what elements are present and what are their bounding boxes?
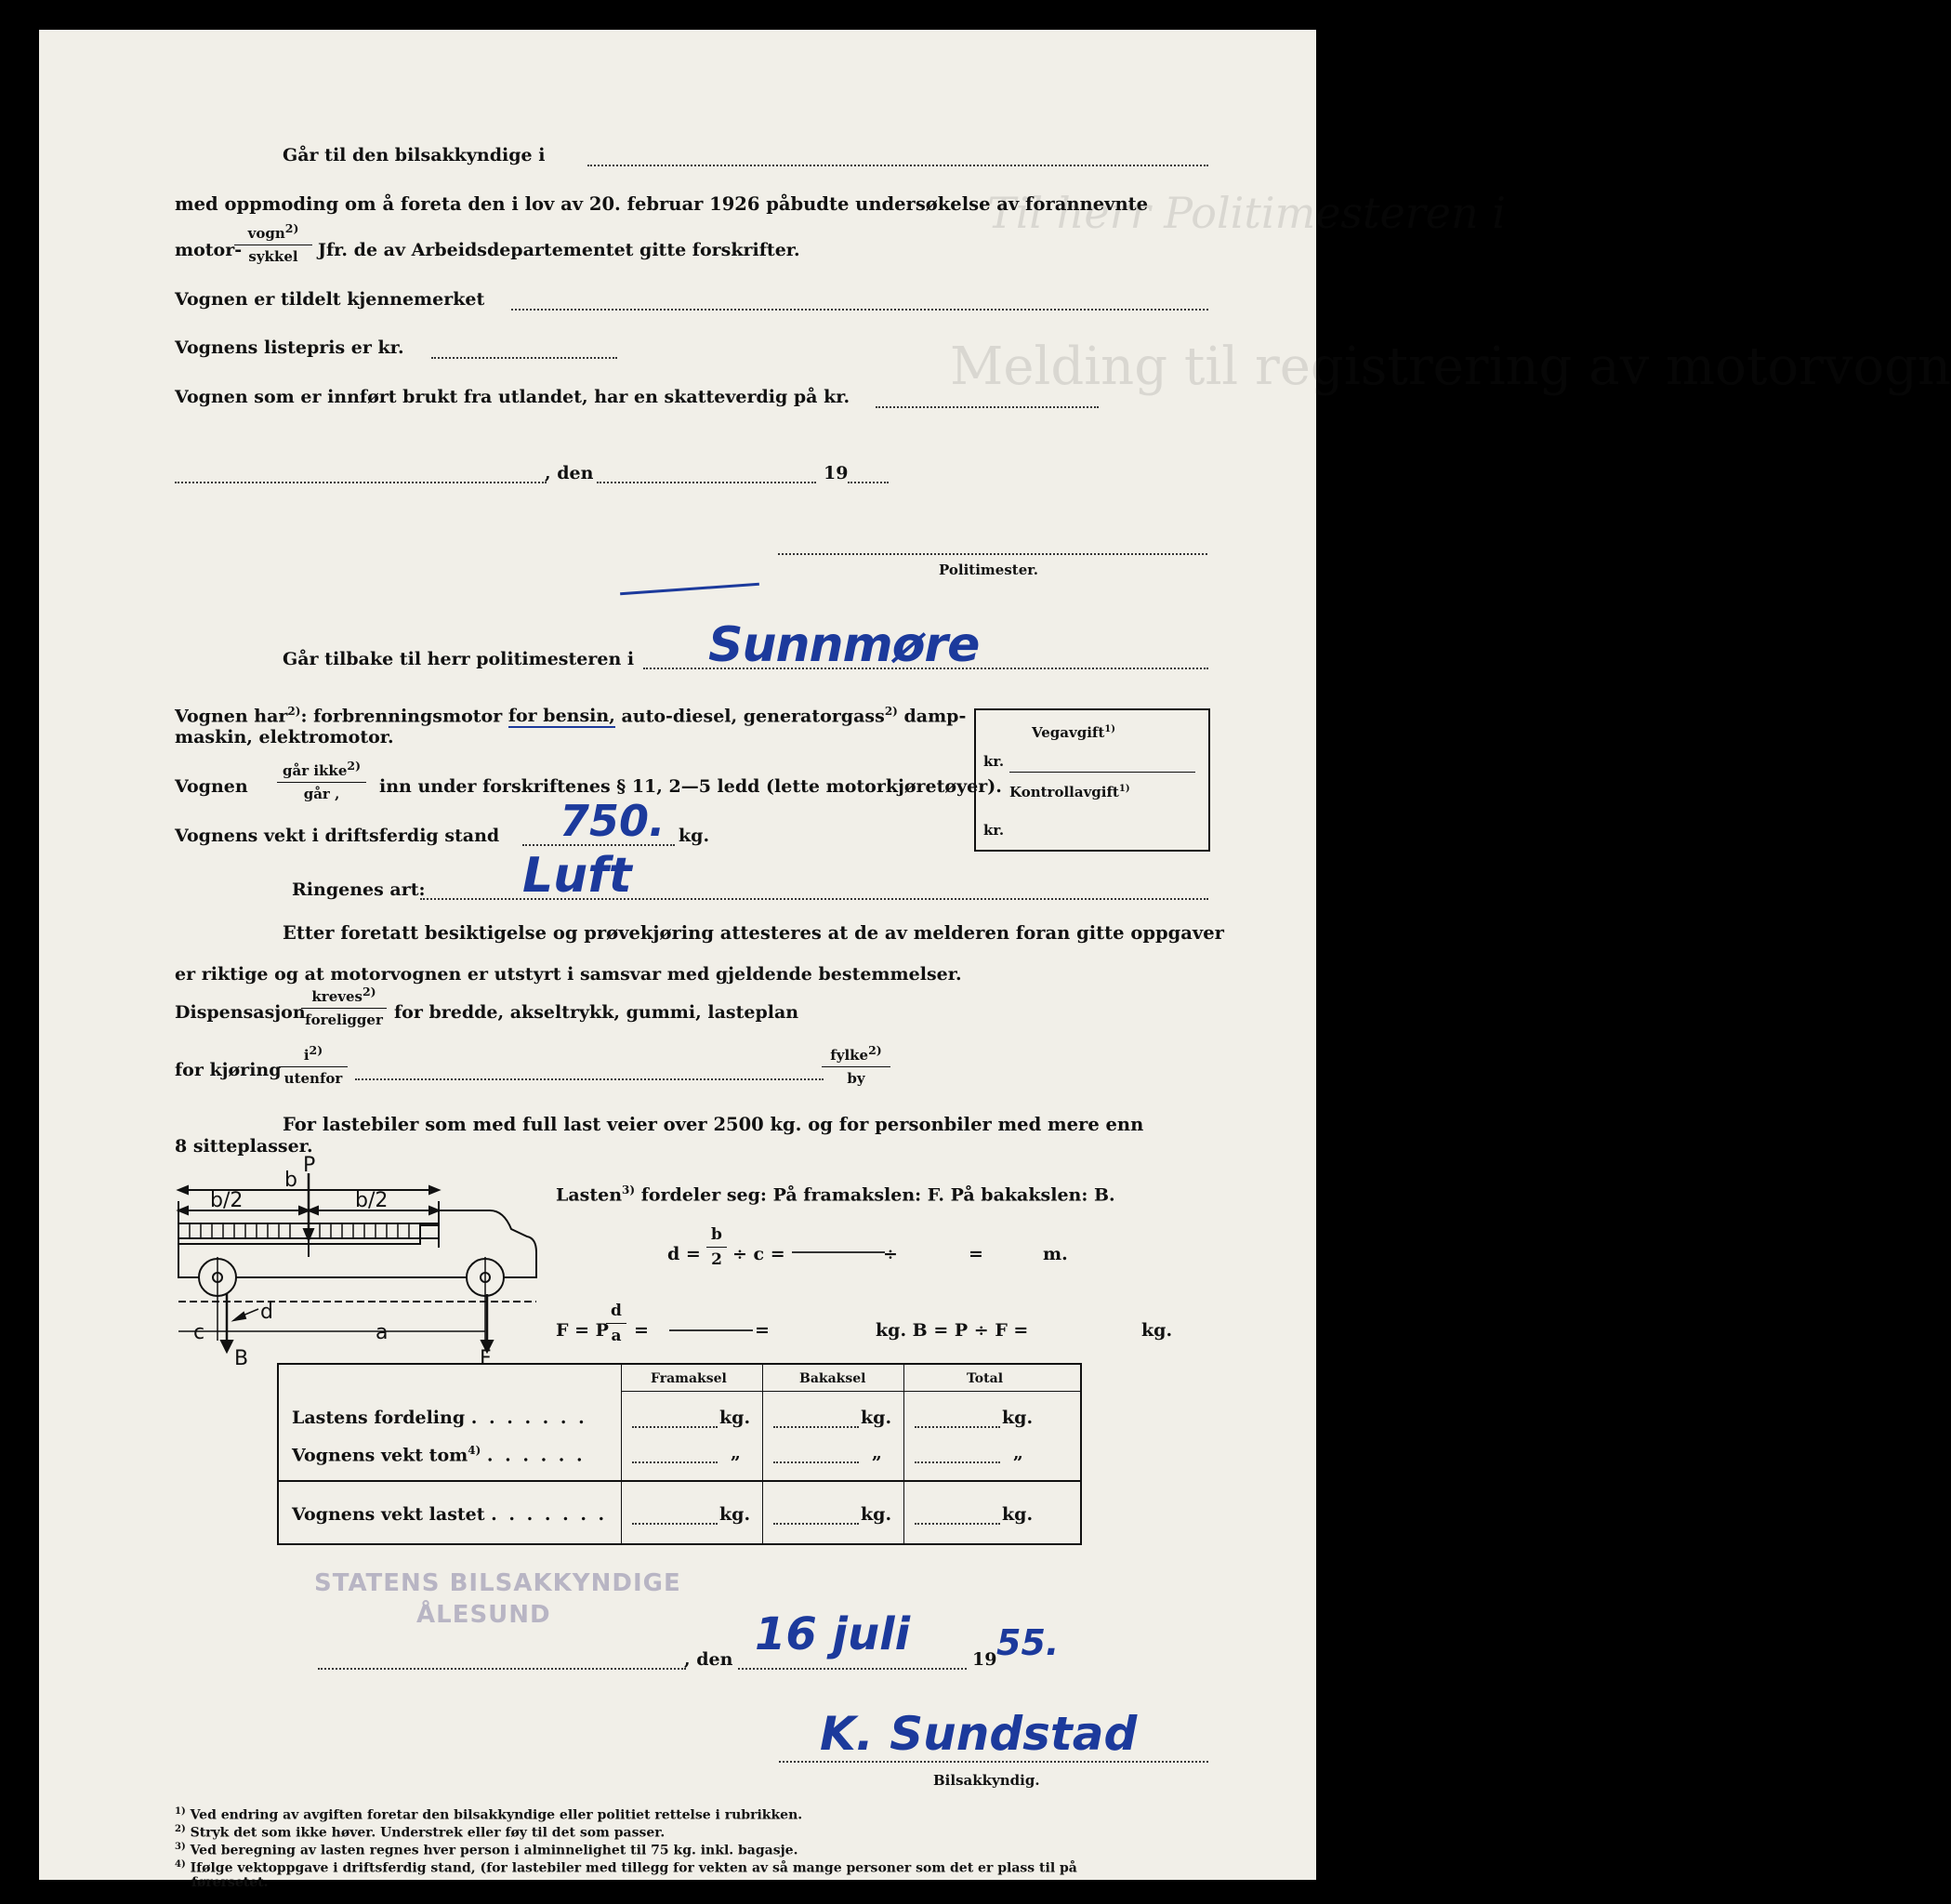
footnote-4: $^{4)}$ Ifølge vektoppgave i driftsferdig stand, (for lastebiler med tillegg for vekten av så mange personer som det er plass til på	[175, 1859, 1077, 1876]
trucks-line-1: For lastebiler som med full last veier over 2500 kg. og for personbiler med mere enn	[283, 1114, 1144, 1135]
goes-back-label: Går tilbake til herr politimesteren i	[283, 649, 635, 669]
year-prefix: 19	[824, 463, 849, 483]
dim-b-arrow-right	[429, 1186, 439, 1194]
row-empty-total[interactable]	[915, 1461, 1000, 1463]
road-tax-label: Vegavgift$^{1)}$	[1032, 724, 1115, 741]
f-formula-label: F = P	[556, 1320, 609, 1341]
motor-suffix: Jfr. de av Arbeidsdepartementet gitte forskrifter.	[318, 240, 800, 260]
row-load-rear-unit: kg.	[861, 1408, 892, 1428]
force-b-head	[221, 1341, 232, 1352]
attest-line-1: Etter foretatt besiktigelse og prøvekjøring attesteres at de av melderen foran gitte oppgaver	[283, 922, 1224, 944]
fee-box-divider	[1009, 772, 1195, 773]
handwritten-scribble	[620, 583, 759, 595]
diagram-label-b: b	[284, 1169, 297, 1192]
d-formula-rest: ÷ c =	[732, 1244, 785, 1264]
dim-b2-arrow-left	[178, 1207, 188, 1214]
driving-fraction: $i^{2)}$ utenfor	[279, 1043, 348, 1087]
dim-b2-arrow-right	[429, 1207, 439, 1214]
gar-fraction: går ikke$^{2)}$ går ,	[277, 759, 366, 802]
f-formula-eq: =	[634, 1320, 649, 1341]
header-rear-axle: Bakaksel	[799, 1371, 866, 1386]
vognen-label: Vognen	[175, 776, 248, 797]
road-tax-kr: kr.	[983, 753, 1005, 770]
load-distribution-line: Lasten$^{3)}$ fordeler seg: På framakslen: F. På bakakslen: B.	[556, 1183, 1115, 1206]
regulation-text: inn under forskriftenes § 11, 2—5 ledd (lette motorkjøretøyer).	[379, 776, 1002, 797]
vehicle-has-line: Vognen har$^{2)}$: forbrenningsmotor for bensin, auto-diesel, generatorgass$^{2)}$ damp-	[175, 705, 967, 727]
year-handwritten-value: 55.	[996, 1622, 1060, 1663]
row-load-front[interactable]	[632, 1426, 718, 1428]
driving-label: for kjøring	[175, 1060, 282, 1080]
row-load-label: Lastens fordeling . . . . . . .	[292, 1408, 587, 1428]
diagram-label-f-force: F	[480, 1347, 492, 1370]
row-empty-total-unit: „	[1013, 1443, 1023, 1463]
footnote-2: $^{2)}$ Stryk det som ikke høver. Understrek eller føy til det som passer.	[175, 1824, 666, 1841]
row-empty-front[interactable]	[632, 1461, 718, 1463]
tires-handwritten-value: Luft	[522, 848, 632, 904]
police-signature-title: Politimester.	[939, 562, 1038, 578]
motor-prefix: motor-	[175, 240, 243, 260]
goes-back-handwritten-value: Sunnmøre	[708, 617, 980, 673]
row-load-rear[interactable]	[773, 1426, 859, 1428]
dispensation-label: Dispensasjon	[175, 1002, 306, 1023]
den-label: , den	[545, 463, 594, 483]
plate-label: Vognen er tildelt kjennemerket	[175, 289, 485, 310]
weight-table	[277, 1363, 1082, 1545]
d-formula-unit: m.	[1043, 1244, 1068, 1264]
county-fraction: fylke$^{2)}$ by	[822, 1043, 890, 1087]
date-handwritten-value: 16 juli	[755, 1608, 911, 1660]
row-empty-front-unit: „	[731, 1443, 741, 1463]
row-load-front-unit: kg.	[719, 1408, 751, 1428]
year-signature-prefix: 19	[972, 1649, 997, 1670]
d-formula-div: ÷	[883, 1244, 898, 1264]
row-empty-label: Vognens vekt tom$^{4)}$ . . . . . .	[292, 1444, 586, 1466]
bleed-through-heading: Melding til registrering av motorvogn	[950, 337, 1951, 397]
control-fee-label: Kontrollavgift$^{1)}$	[1009, 784, 1130, 800]
dim-d-head	[234, 1313, 245, 1320]
listprice-field[interactable]	[431, 357, 617, 359]
dispensation-fraction: kreves$^{2)}$ foreligger	[301, 985, 387, 1028]
place-field[interactable]	[175, 482, 547, 483]
row-loaded-front[interactable]	[632, 1523, 718, 1525]
engine-selected: for bensin,	[508, 706, 615, 727]
place-signature-field[interactable]	[318, 1668, 686, 1670]
police-signature-line[interactable]	[778, 553, 1207, 555]
header-front-axle: Framaksel	[651, 1371, 727, 1386]
date-signature-field[interactable]	[738, 1668, 967, 1670]
tires-label: Ringenes art:	[292, 879, 426, 900]
diagram-label-a: a	[376, 1321, 389, 1344]
weight-handwritten-value: 750.	[560, 796, 666, 846]
control-fee-kr: kr.	[983, 822, 1005, 839]
dispensation-text: for bredde, akseltrykk, gummi, lasteplan	[394, 1002, 799, 1023]
inspector-signature-line[interactable]	[779, 1761, 1208, 1763]
d-formula-blank-1[interactable]	[792, 1251, 885, 1253]
f-formula-result: kg. B = P ÷ F =	[876, 1320, 1029, 1341]
diagram-label-b2-left: b/2	[210, 1189, 244, 1212]
office-stamp-line-1: STATENS BILSAKKYNDIGE	[314, 1569, 681, 1597]
row-loaded-total[interactable]	[915, 1523, 1000, 1525]
row-load-total-unit: kg.	[1002, 1408, 1034, 1428]
office-stamp-line-2: ÅLESUND	[416, 1601, 551, 1629]
inspector-title: Bilsakkyndig.	[933, 1772, 1040, 1789]
year-field[interactable]	[848, 482, 889, 483]
goes-to-label: Går til den bilsakkyndige i	[283, 145, 546, 165]
row-loaded-total-unit: kg.	[1002, 1504, 1034, 1525]
footnote-1: $^{1)}$ Ved endring av avgiften foretar den bilsakkyndige eller politiet rettelse i rubrikken.	[175, 1806, 803, 1823]
row-load-total[interactable]	[915, 1426, 1000, 1428]
listprice-label: Vognens listepris er kr.	[175, 337, 404, 358]
diagram-label-p: P	[303, 1154, 316, 1177]
row-empty-rear[interactable]	[773, 1461, 859, 1463]
d-formula-eq: =	[969, 1244, 983, 1264]
row-loaded-label: Vognens vekt lastet . . . . . . .	[292, 1504, 608, 1525]
truck-load-diagram	[169, 1155, 550, 1368]
diagram-label-b2-right: b/2	[355, 1189, 389, 1212]
diagram-label-c: c	[193, 1321, 205, 1344]
f-formula-blank[interactable]	[669, 1329, 753, 1331]
footnote-3: $^{3)}$ Ved beregning av lasten regnes hver person i alminnelighet til 75 kg. inkl. bagasje.	[175, 1842, 798, 1858]
b-formula-unit: kg.	[1141, 1320, 1173, 1341]
engine-line2: maskin, elektromotor.	[175, 727, 394, 747]
row-empty-rear-unit: „	[872, 1443, 882, 1463]
inspector-signature: K. Sundstad	[820, 1707, 1138, 1761]
f-formula-eq2: =	[755, 1320, 770, 1341]
row-loaded-rear-unit: kg.	[861, 1504, 892, 1525]
dim-b-arrow-left	[178, 1186, 188, 1194]
imported-label: Vognen som er innført brukt fra utlandet, har en skatteverdig på kr.	[175, 387, 850, 407]
attest-line-2: er riktige og at motorvognen er utstyrt i samsvar med gjeldende bestemmelser.	[175, 964, 962, 985]
weight-label: Vognens vekt i driftsferdig stand	[175, 826, 500, 846]
date-field[interactable]	[597, 482, 816, 483]
goes-to-field[interactable]	[587, 165, 1208, 166]
d-formula-label: d =	[667, 1244, 701, 1264]
header-total: Total	[967, 1371, 1004, 1386]
diagram-label-d: d	[260, 1301, 273, 1324]
fee-box	[974, 708, 1210, 852]
request-line: med oppmoding om å foreta den i lov av 20. februar 1926 påbudte undersøkelse av forannevnte	[175, 193, 1149, 215]
document-page	[39, 30, 1951, 1890]
bleed-through-text: Til herr Politimesteren i	[987, 188, 1506, 238]
imported-field[interactable]	[876, 406, 1099, 408]
driving-field[interactable]	[355, 1078, 824, 1080]
f-formula-fraction: $\frac{d}{a}$	[606, 1302, 626, 1345]
row-loaded-front-unit: kg.	[719, 1504, 751, 1525]
footnote-4-cont: førersetet.	[191, 1875, 269, 1890]
den-signature-label: , den	[684, 1649, 733, 1670]
plate-field[interactable]	[511, 309, 1208, 311]
motor-fraction: vogn$^{2)}$ sykkel	[234, 221, 312, 265]
weight-unit: kg.	[679, 826, 710, 846]
diagram-label-b-force: B	[234, 1347, 249, 1370]
trucks-line-2: 8 sitteplasser.	[175, 1136, 313, 1157]
dim-b2-arrow-mid-right	[309, 1207, 318, 1214]
row-loaded-rear[interactable]	[773, 1523, 859, 1525]
d-formula-fraction: $\frac{b}{2}$	[706, 1225, 727, 1269]
